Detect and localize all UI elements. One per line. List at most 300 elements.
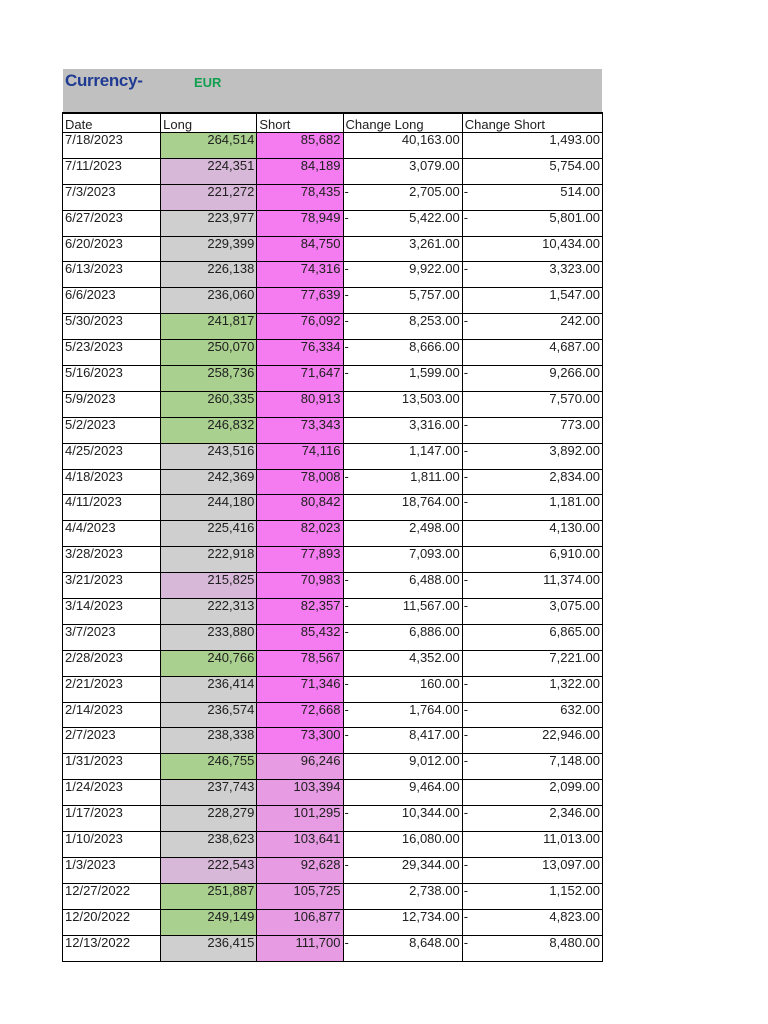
short-cell[interactable]: 73,300 (257, 728, 343, 754)
change-short-value: 3,892.00 (549, 443, 600, 458)
change-short-cell[interactable] (462, 624, 602, 650)
negative-sign: - (344, 469, 349, 484)
table-row (63, 599, 603, 625)
table-row (63, 495, 603, 521)
change-long-cell[interactable] (343, 780, 462, 806)
long-cell[interactable]: 236,574 (161, 702, 257, 728)
negative-sign: - (463, 676, 469, 691)
change-short-cell[interactable] (462, 935, 602, 961)
date-cell[interactable]: 3/28/2023 (63, 547, 161, 573)
change-short-cell[interactable] (462, 599, 602, 625)
short-cell[interactable]: 82,357 (257, 599, 343, 625)
long-cell[interactable]: 246,755 (161, 754, 257, 780)
date-cell[interactable]: 1/17/2023 (63, 806, 161, 832)
date-cell[interactable]: 7/11/2023 (63, 158, 161, 184)
short-cell[interactable]: 70,983 (257, 573, 343, 599)
date-cell[interactable]: 12/27/2022 (63, 883, 161, 909)
change-long-value: 11,567.00 (402, 598, 460, 614)
long-cell[interactable]: 223,977 (161, 210, 257, 236)
change-short-cell[interactable] (462, 806, 602, 832)
change-long-cell[interactable] (343, 883, 462, 909)
sheet-header (63, 69, 602, 112)
negative-sign: - (463, 210, 469, 225)
change-long-value: 8,417.00 (409, 727, 460, 743)
change-short-value: 13,097.00 (542, 857, 600, 872)
table-row (63, 754, 603, 780)
change-long-cell[interactable] (343, 133, 462, 159)
change-short-value: 2,834.00 (549, 469, 600, 484)
change-long-value: 1,764.00 (409, 702, 460, 717)
change-long-value: 1,599.00 (409, 365, 460, 381)
change-short-value: 11,013.00 (543, 831, 600, 847)
negative-sign: - (344, 365, 349, 381)
change-long-cell[interactable] (343, 547, 462, 573)
change-long-value: 5,422.00 (409, 210, 460, 225)
change-long-value: 9,012.00 (409, 753, 460, 769)
change-short-value: 8,480.00 (549, 935, 600, 950)
change-long-cell[interactable] (343, 469, 462, 495)
change-long-cell[interactable] (343, 340, 462, 366)
change-short-cell[interactable] (462, 184, 602, 210)
long-cell[interactable]: 229,399 (161, 236, 257, 262)
long-cell[interactable]: 249,149 (161, 909, 257, 935)
change-long-cell[interactable] (343, 288, 462, 314)
negative-sign: - (463, 857, 469, 872)
table-row (63, 883, 603, 909)
change-long-value: 2,498.00 (409, 520, 460, 536)
change-short-value: 10,434.00 (542, 236, 600, 251)
change-short-value: 1,493.00 (549, 132, 600, 147)
table-row (63, 262, 603, 288)
date-cell[interactable]: 4/18/2023 (63, 469, 161, 495)
change-short-cell[interactable] (462, 288, 602, 314)
change-long-value: 3,316.00 (409, 417, 460, 432)
change-short-value: 4,130.00 (549, 520, 600, 536)
negative-sign: - (344, 339, 349, 355)
change-long-cell[interactable] (343, 909, 462, 935)
short-cell[interactable]: 78,435 (257, 184, 343, 210)
table-row (63, 236, 603, 262)
date-cell[interactable]: 6/27/2023 (63, 210, 161, 236)
table-row (63, 832, 603, 858)
short-cell[interactable]: 77,639 (257, 288, 343, 314)
date-cell[interactable]: 3/14/2023 (63, 599, 161, 625)
change-short-value: 3,075.00 (549, 598, 600, 614)
change-long-cell[interactable] (343, 314, 462, 340)
change-short-cell[interactable] (462, 702, 602, 728)
change-long-cell[interactable] (343, 158, 462, 184)
short-cell[interactable]: 103,641 (257, 832, 343, 858)
change-long-value: 9,464.00 (409, 779, 460, 795)
negative-sign: - (463, 727, 469, 743)
table-row (63, 133, 603, 159)
negative-sign: - (463, 935, 469, 950)
negative-sign: - (463, 469, 469, 484)
short-cell[interactable]: 77,893 (257, 547, 343, 573)
short-cell[interactable]: 111,700 (257, 935, 343, 961)
negative-sign: - (344, 935, 349, 950)
change-short-value: 6,865.00 (549, 624, 600, 639)
change-long-value: 4,352.00 (409, 650, 460, 665)
long-cell[interactable]: 236,060 (161, 288, 257, 314)
date-cell[interactable]: 4/25/2023 (63, 443, 161, 469)
long-cell[interactable]: 222,313 (161, 599, 257, 625)
table-row (63, 806, 603, 832)
short-cell[interactable]: 96,246 (257, 754, 343, 780)
change-long-cell[interactable] (343, 935, 462, 961)
short-cell[interactable]: 84,189 (257, 158, 343, 184)
table-row (63, 340, 603, 366)
change-long-cell[interactable] (343, 236, 462, 262)
change-short-cell[interactable] (462, 521, 602, 547)
long-cell[interactable]: 241,817 (161, 314, 257, 340)
change-long-cell[interactable] (343, 599, 462, 625)
table-row (63, 935, 603, 961)
change-short-value: 242.00 (560, 313, 600, 329)
negative-sign: - (463, 598, 469, 614)
negative-sign: - (463, 494, 469, 510)
change-long-cell[interactable] (343, 495, 462, 521)
change-long-value: 6,886.00 (409, 624, 460, 639)
table-row (63, 857, 603, 883)
change-short-value: 22,946.00 (542, 727, 600, 743)
date-cell[interactable]: 4/11/2023 (63, 495, 161, 521)
table-row (63, 158, 603, 184)
change-short-cell[interactable] (462, 133, 602, 159)
change-long-cell[interactable] (343, 676, 462, 702)
sheet-title: Currency- (65, 71, 143, 90)
negative-sign: - (344, 598, 349, 614)
date-cell[interactable]: 7/18/2023 (63, 133, 161, 159)
table-row (63, 573, 603, 599)
change-long-cell[interactable] (343, 702, 462, 728)
short-cell[interactable]: 78,008 (257, 469, 343, 495)
short-cell[interactable]: 92,628 (257, 857, 343, 883)
change-short-value: 1,181.00 (549, 494, 600, 510)
change-long-cell[interactable] (343, 573, 462, 599)
change-short-value: 4,823.00 (549, 909, 600, 924)
date-cell[interactable]: 5/23/2023 (63, 340, 161, 366)
long-cell[interactable]: 215,825 (161, 573, 257, 599)
change-short-value: 5,801.00 (549, 210, 600, 225)
change-long-cell[interactable] (343, 857, 462, 883)
short-cell[interactable]: 84,750 (257, 236, 343, 262)
short-cell[interactable]: 101,295 (257, 806, 343, 832)
change-long-value: 12,734.00 (401, 909, 460, 924)
change-short-value: 9,266.00 (549, 365, 600, 381)
date-cell[interactable]: 1/10/2023 (63, 832, 161, 858)
change-short-value: 7,221.00 (549, 650, 600, 665)
change-short-cell[interactable] (462, 210, 602, 236)
change-short-value: 632.00 (560, 702, 600, 717)
change-short-value: 1,152.00 (549, 883, 600, 898)
change-short-cell[interactable] (462, 236, 602, 262)
table-row (63, 521, 603, 547)
change-short-value: 7,148.00 (549, 753, 600, 769)
negative-sign: - (463, 184, 469, 199)
change-short-value: 3,323.00 (549, 261, 600, 277)
short-cell[interactable]: 106,877 (257, 909, 343, 935)
change-short-value: 1,547.00 (549, 287, 600, 303)
table-row (63, 391, 603, 417)
long-cell[interactable]: 243,516 (161, 443, 257, 469)
table-row (63, 417, 603, 443)
short-cell[interactable]: 76,334 (257, 340, 343, 366)
table-row (63, 366, 603, 392)
long-cell[interactable]: 237,743 (161, 780, 257, 806)
date-cell[interactable]: 2/14/2023 (63, 702, 161, 728)
change-long-value: 9,922.00 (409, 261, 460, 277)
short-cell[interactable]: 80,913 (257, 391, 343, 417)
table-row (63, 314, 603, 340)
date-cell[interactable]: 6/6/2023 (63, 288, 161, 314)
change-long-cell[interactable] (343, 754, 462, 780)
column-header-short[interactable]: Short (257, 113, 343, 133)
header-row (63, 113, 603, 133)
date-cell[interactable]: 4/4/2023 (63, 521, 161, 547)
date-cell[interactable]: 1/3/2023 (63, 857, 161, 883)
change-long-value: 16,080.00 (401, 831, 460, 847)
change-long-value: 8,648.00 (409, 935, 460, 950)
positions-table (62, 112, 603, 962)
date-cell[interactable]: 6/20/2023 (63, 236, 161, 262)
negative-sign: - (463, 883, 469, 898)
date-cell[interactable]: 3/7/2023 (63, 624, 161, 650)
negative-sign: - (463, 753, 469, 769)
change-short-value: 5,754.00 (549, 158, 600, 173)
change-long-cell[interactable] (343, 521, 462, 547)
change-short-cell[interactable] (462, 780, 602, 806)
change-long-cell[interactable] (343, 832, 462, 858)
negative-sign: - (463, 261, 469, 277)
short-cell[interactable]: 85,682 (257, 133, 343, 159)
date-cell[interactable]: 5/9/2023 (63, 391, 161, 417)
date-cell[interactable]: 2/21/2023 (63, 676, 161, 702)
negative-sign: - (463, 313, 469, 329)
short-cell[interactable]: 78,949 (257, 210, 343, 236)
change-short-value: 4,687.00 (549, 339, 600, 355)
change-short-cell[interactable] (462, 650, 602, 676)
table-row (63, 650, 603, 676)
change-long-value: 8,253.00 (409, 313, 460, 329)
date-cell[interactable]: 12/13/2022 (63, 935, 161, 961)
long-cell[interactable]: 236,414 (161, 676, 257, 702)
negative-sign: - (344, 805, 349, 821)
short-cell[interactable]: 71,346 (257, 676, 343, 702)
change-short-cell[interactable] (462, 417, 602, 443)
long-cell[interactable]: 250,070 (161, 340, 257, 366)
change-long-value: 13,503.00 (401, 391, 460, 406)
negative-sign: - (344, 287, 349, 303)
change-short-cell[interactable] (462, 754, 602, 780)
change-short-value: 7,570.00 (549, 391, 600, 406)
column-header-change-short[interactable]: Change Short (462, 113, 602, 133)
short-cell[interactable]: 74,316 (257, 262, 343, 288)
change-long-value: 3,079.00 (409, 158, 460, 173)
change-long-value: 7,093.00 (409, 546, 460, 562)
negative-sign: - (463, 443, 469, 458)
change-short-cell[interactable] (462, 340, 602, 366)
change-long-value: 1,147.00 (409, 443, 460, 458)
table-row (63, 210, 603, 236)
change-long-value: 6,488.00 (409, 572, 460, 588)
short-cell[interactable]: 73,343 (257, 417, 343, 443)
negative-sign: - (463, 805, 469, 821)
change-short-cell[interactable] (462, 443, 602, 469)
short-cell[interactable]: 76,092 (257, 314, 343, 340)
change-long-value: 18,764.00 (401, 494, 460, 510)
column-header-date[interactable]: Date (63, 113, 161, 133)
date-cell[interactable]: 6/13/2023 (63, 262, 161, 288)
change-short-cell[interactable] (462, 314, 602, 340)
change-short-cell[interactable] (462, 832, 602, 858)
change-long-value: 5,757.00 (409, 287, 460, 303)
negative-sign: - (344, 210, 349, 225)
change-long-value: 8,666.00 (409, 339, 460, 355)
short-cell[interactable]: 85,432 (257, 624, 343, 650)
change-short-value: 773.00 (560, 417, 600, 432)
table-row (63, 624, 603, 650)
long-cell[interactable]: 242,369 (161, 469, 257, 495)
long-cell[interactable]: 226,138 (161, 262, 257, 288)
change-short-cell[interactable] (462, 158, 602, 184)
change-short-value: 2,099.00 (549, 779, 600, 795)
table-row (63, 443, 603, 469)
long-cell[interactable]: 222,543 (161, 857, 257, 883)
change-long-cell[interactable] (343, 650, 462, 676)
change-short-value: 514.00 (560, 184, 600, 199)
change-short-cell[interactable] (462, 366, 602, 392)
negative-sign: - (463, 417, 469, 432)
negative-sign: - (463, 365, 469, 381)
date-cell[interactable]: 2/28/2023 (63, 650, 161, 676)
short-cell[interactable]: 71,647 (257, 366, 343, 392)
long-cell[interactable]: 264,514 (161, 133, 257, 159)
table-row (63, 909, 603, 935)
short-cell[interactable]: 105,725 (257, 883, 343, 909)
date-cell[interactable]: 5/30/2023 (63, 314, 161, 340)
change-long-value: 3,261.00 (409, 236, 460, 251)
change-long-cell[interactable] (343, 624, 462, 650)
negative-sign: - (463, 702, 469, 717)
long-cell[interactable]: 251,887 (161, 883, 257, 909)
negative-sign: - (344, 624, 349, 639)
table-row (63, 547, 603, 573)
date-cell[interactable]: 2/7/2023 (63, 728, 161, 754)
date-cell[interactable]: 7/3/2023 (63, 184, 161, 210)
change-long-value: 1,811.00 (410, 469, 460, 484)
date-cell[interactable]: 3/21/2023 (63, 573, 161, 599)
change-long-value: 29,344.00 (401, 857, 460, 872)
long-cell[interactable]: 260,335 (161, 391, 257, 417)
negative-sign: - (463, 909, 469, 924)
date-cell[interactable]: 5/16/2023 (63, 366, 161, 392)
change-short-cell[interactable] (462, 262, 602, 288)
negative-sign: - (344, 261, 349, 277)
long-cell[interactable]: 224,351 (161, 158, 257, 184)
table-row (63, 184, 603, 210)
change-long-cell[interactable] (343, 728, 462, 754)
change-long-cell[interactable] (343, 391, 462, 417)
negative-sign: - (344, 313, 349, 329)
change-short-cell[interactable] (462, 857, 602, 883)
short-cell[interactable]: 74,116 (257, 443, 343, 469)
long-cell[interactable]: 222,918 (161, 547, 257, 573)
change-long-value: 10,344.00 (401, 805, 460, 821)
negative-sign: - (344, 676, 349, 691)
short-cell[interactable]: 82,023 (257, 521, 343, 547)
date-cell[interactable]: 12/20/2022 (63, 909, 161, 935)
long-cell[interactable]: 238,623 (161, 832, 257, 858)
short-cell[interactable]: 72,668 (257, 702, 343, 728)
negative-sign: - (344, 727, 349, 743)
long-cell[interactable]: 225,416 (161, 521, 257, 547)
long-cell[interactable]: 244,180 (161, 495, 257, 521)
change-long-cell[interactable] (343, 210, 462, 236)
table-row (63, 728, 603, 754)
change-short-cell[interactable] (462, 883, 602, 909)
long-cell[interactable]: 240,766 (161, 650, 257, 676)
change-short-value: 11,374.00 (543, 572, 600, 588)
date-cell[interactable]: 1/24/2023 (63, 780, 161, 806)
table-row (63, 676, 603, 702)
change-short-cell[interactable] (462, 573, 602, 599)
long-cell[interactable]: 221,272 (161, 184, 257, 210)
change-short-cell[interactable] (462, 547, 602, 573)
short-cell[interactable]: 78,567 (257, 650, 343, 676)
negative-sign: - (344, 857, 349, 872)
negative-sign: - (463, 572, 469, 588)
table-row (63, 702, 603, 728)
change-short-value: 6,910.00 (549, 546, 600, 562)
change-short-cell[interactable] (462, 495, 602, 521)
long-cell[interactable]: 238,338 (161, 728, 257, 754)
table-row (63, 780, 603, 806)
table-row (63, 288, 603, 314)
column-header-change-long[interactable]: Change Long (343, 113, 462, 133)
change-short-cell[interactable] (462, 909, 602, 935)
negative-sign: - (344, 572, 349, 588)
change-short-value: 1,322.00 (549, 676, 600, 691)
change-long-cell[interactable] (343, 417, 462, 443)
long-cell[interactable]: 236,415 (161, 935, 257, 961)
change-long-cell[interactable] (343, 443, 462, 469)
long-cell[interactable]: 228,279 (161, 806, 257, 832)
negative-sign: - (344, 702, 349, 717)
change-long-cell[interactable] (343, 184, 462, 210)
long-cell[interactable]: 258,736 (161, 366, 257, 392)
table-row (63, 469, 603, 495)
change-long-value: 160.00 (419, 676, 460, 691)
long-cell[interactable]: 246,832 (161, 417, 257, 443)
change-long-value: 2,705.00 (409, 184, 460, 199)
short-cell[interactable]: 103,394 (257, 780, 343, 806)
negative-sign: - (344, 184, 349, 199)
column-header-long[interactable]: Long (161, 113, 257, 133)
change-short-cell[interactable] (462, 391, 602, 417)
change-long-cell[interactable] (343, 366, 462, 392)
change-long-value: 2,738.00 (409, 883, 460, 898)
change-short-cell[interactable] (462, 728, 602, 754)
change-short-cell[interactable] (462, 469, 602, 495)
change-long-cell[interactable] (343, 806, 462, 832)
date-cell[interactable]: 1/31/2023 (63, 754, 161, 780)
date-cell[interactable]: 5/2/2023 (63, 417, 161, 443)
long-cell[interactable]: 233,880 (161, 624, 257, 650)
change-long-cell[interactable] (343, 262, 462, 288)
change-short-cell[interactable] (462, 676, 602, 702)
short-cell[interactable]: 80,842 (257, 495, 343, 521)
